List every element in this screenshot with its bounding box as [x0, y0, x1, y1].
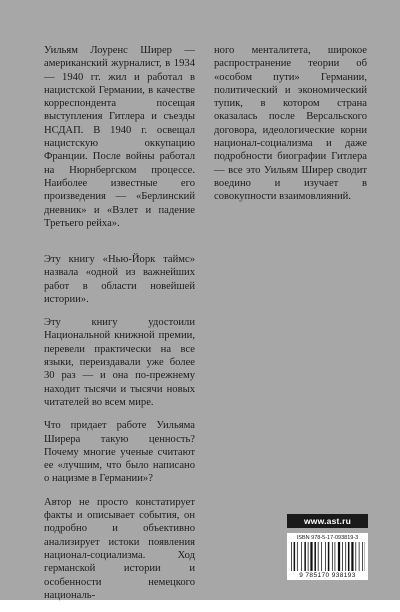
isbn-label: ISBN 978-5-17-093819-3 [287, 535, 368, 541]
description-paragraph-2: Эту книгу удостоили Национальной книжной премии, перевели практически на все языки, переиздавали уже более 30 раз — и она по-прежнему находит тысячи и тысячи новых читателей во всем мире. [44, 316, 195, 409]
description-paragraph-1: Эту книгу «Нью-Йорк таймс» назвала «одной из важнейших работ в области новейшей истории». [44, 253, 195, 306]
description-paragraph-3: Что придает работе Уильяма Ширера такую ценность? Почему многие ученые считают ее «лучшим, что было написано о нацизме в Германии»? [44, 419, 195, 485]
barcode-digits: 9 785170 938193 [287, 572, 368, 579]
website-banner [287, 514, 368, 528]
description-paragraph-4: Автор не просто констатирует факты и описывает события, он подробно и объективно анализирует истоки появления национал-социализма. Ход германской истории и особенности немецкого националь- [44, 496, 195, 602]
author-bio-text: Уильям Лоуренс Ширер — американский журналист, в 1934 — 1940 гг. жил и работал в нацистской Германии, в качестве корреспондента посещая выступления Гитлера и съезды НСДАП. В 1940 г. освещал нацистскую оккупацию Франции. После войны работал на Нюрнбергском процессе. Наиболее известные его произведения — «Берлинский дневник» и «Взлет и падение Третьего рейха». [44, 44, 195, 230]
author-bio [44, 44, 195, 230]
barcode-block [287, 533, 368, 580]
description-left-column [44, 253, 195, 612]
description-continuation: ного менталитета, широкое распространение теории об «особом пути» Германии, политический и экономический тупик, в котором страна оказалась после Версальского договора, идеологические корни национал-социализма и даже подробности биографии Гитлера — все это Уильям Ширер сводит воедино и изучает в совокупности взаимовлияний. [214, 44, 367, 204]
description-right-column [214, 44, 367, 204]
website-url: www.ast.ru [304, 516, 351, 526]
barcode-icon [291, 542, 365, 571]
